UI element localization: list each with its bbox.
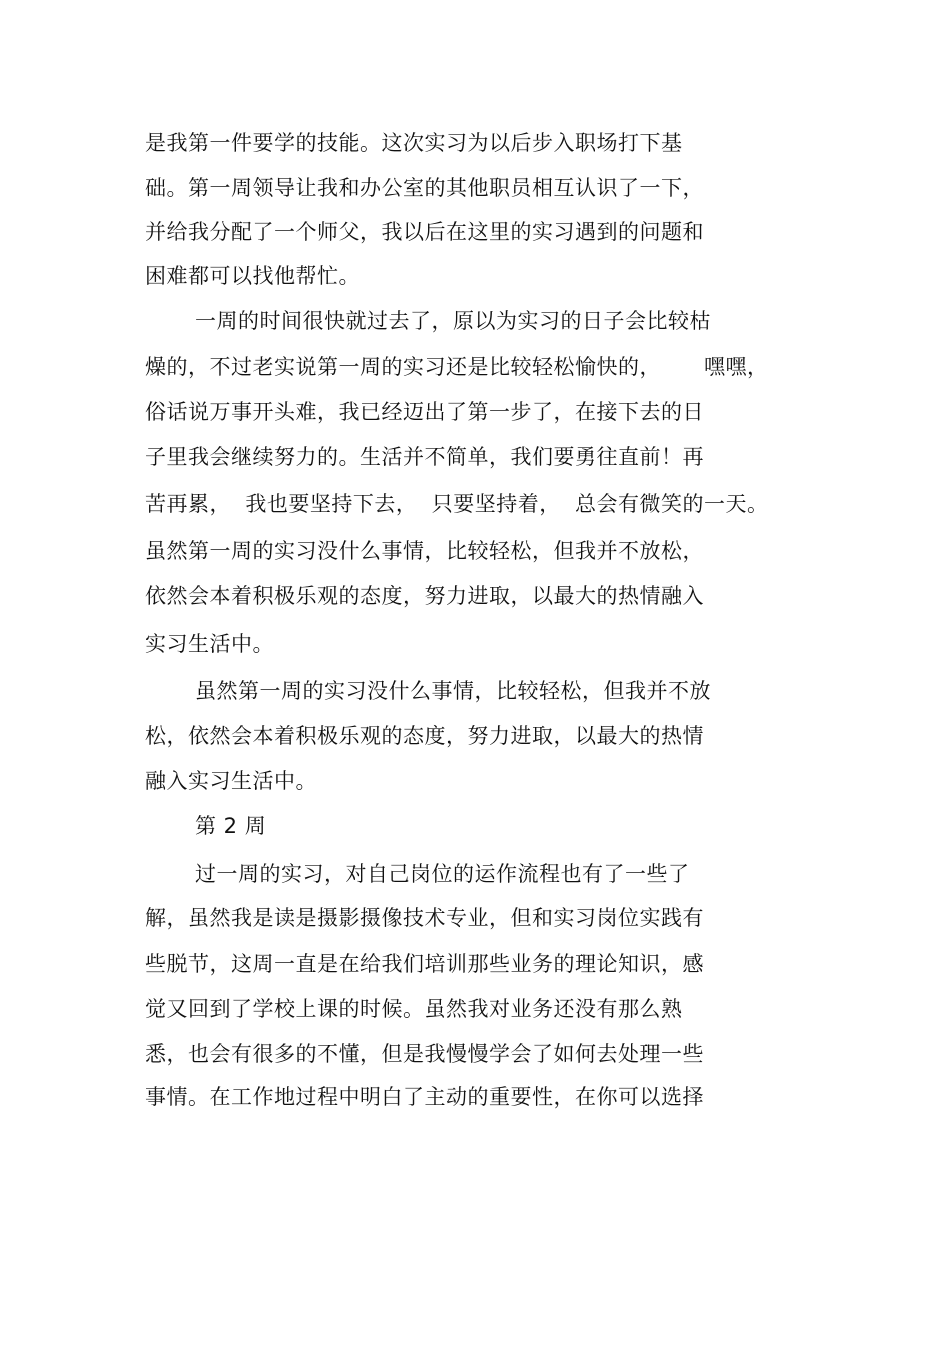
text-line: 俗话说万事开头难，我已经迈出了第一步了，在接下去的日 — [145, 400, 704, 424]
paragraph-first-line: 一周的时间很快就过去了，原以为实习的日子会比较枯 — [195, 309, 711, 333]
text-line: 松，依然会本着积极乐观的态度，努力进取，以最大的热情 — [145, 724, 704, 748]
text-line: 事情。在工作地过程中明白了主动的重要性，在你可以选择 — [145, 1085, 704, 1109]
text-line: 解，虽然我是读是摄影摄像技术专业，但和实习岗位实践有 — [145, 906, 704, 930]
text-line: 依然会本着积极乐观的态度，努力进取，以最大的热情融入 — [145, 584, 704, 608]
text-line: 并给我分配了一个师父，我以后在这里的实习遇到的问题和 — [145, 220, 704, 244]
text-line: 悉，也会有很多的不懂，但是我慢慢学会了如何去处理一些 — [145, 1042, 704, 1066]
text-line: 子里我会继续努力的。生活并不简单，我们要勇往直前！再 — [145, 445, 704, 469]
section-heading: 第 2 周 — [195, 814, 267, 838]
text-line: 困难都可以找他帮忙。 — [145, 264, 360, 288]
text-line: 虽然第一周的实习没什么事情，比较轻松，但我并不放松， — [145, 539, 704, 563]
text-line: 础。第一周领导让我和办公室的其他职员相互认识了一下， — [145, 176, 704, 200]
text-line: 觉又回到了学校上课的时候。虽然我对业务还没有那么熟 — [145, 997, 683, 1021]
text-line: 些脱节，这周一直是在给我们培训那些业务的理论知识，感 — [145, 952, 704, 976]
text-line: 燥的，不过老实说第一周的实习还是比较轻松愉快的， 嘿嘿， — [145, 355, 769, 379]
text-line: 实习生活中。 — [145, 632, 274, 656]
text-line: 是我第一件要学的技能。这次实习为以后步入职场打下基 — [145, 131, 683, 155]
paragraph-first-line: 虽然第一周的实习没什么事情，比较轻松，但我并不放 — [195, 679, 711, 703]
text-line: 苦再累， 我也要坚持下去， 只要坚持着， 总会有微笑的一天。 — [145, 492, 769, 516]
paragraph-first-line: 过一周的实习，对自己岗位的运作流程也有了一些了 — [195, 862, 690, 886]
text-line: 融入实习生活中。 — [145, 769, 317, 793]
